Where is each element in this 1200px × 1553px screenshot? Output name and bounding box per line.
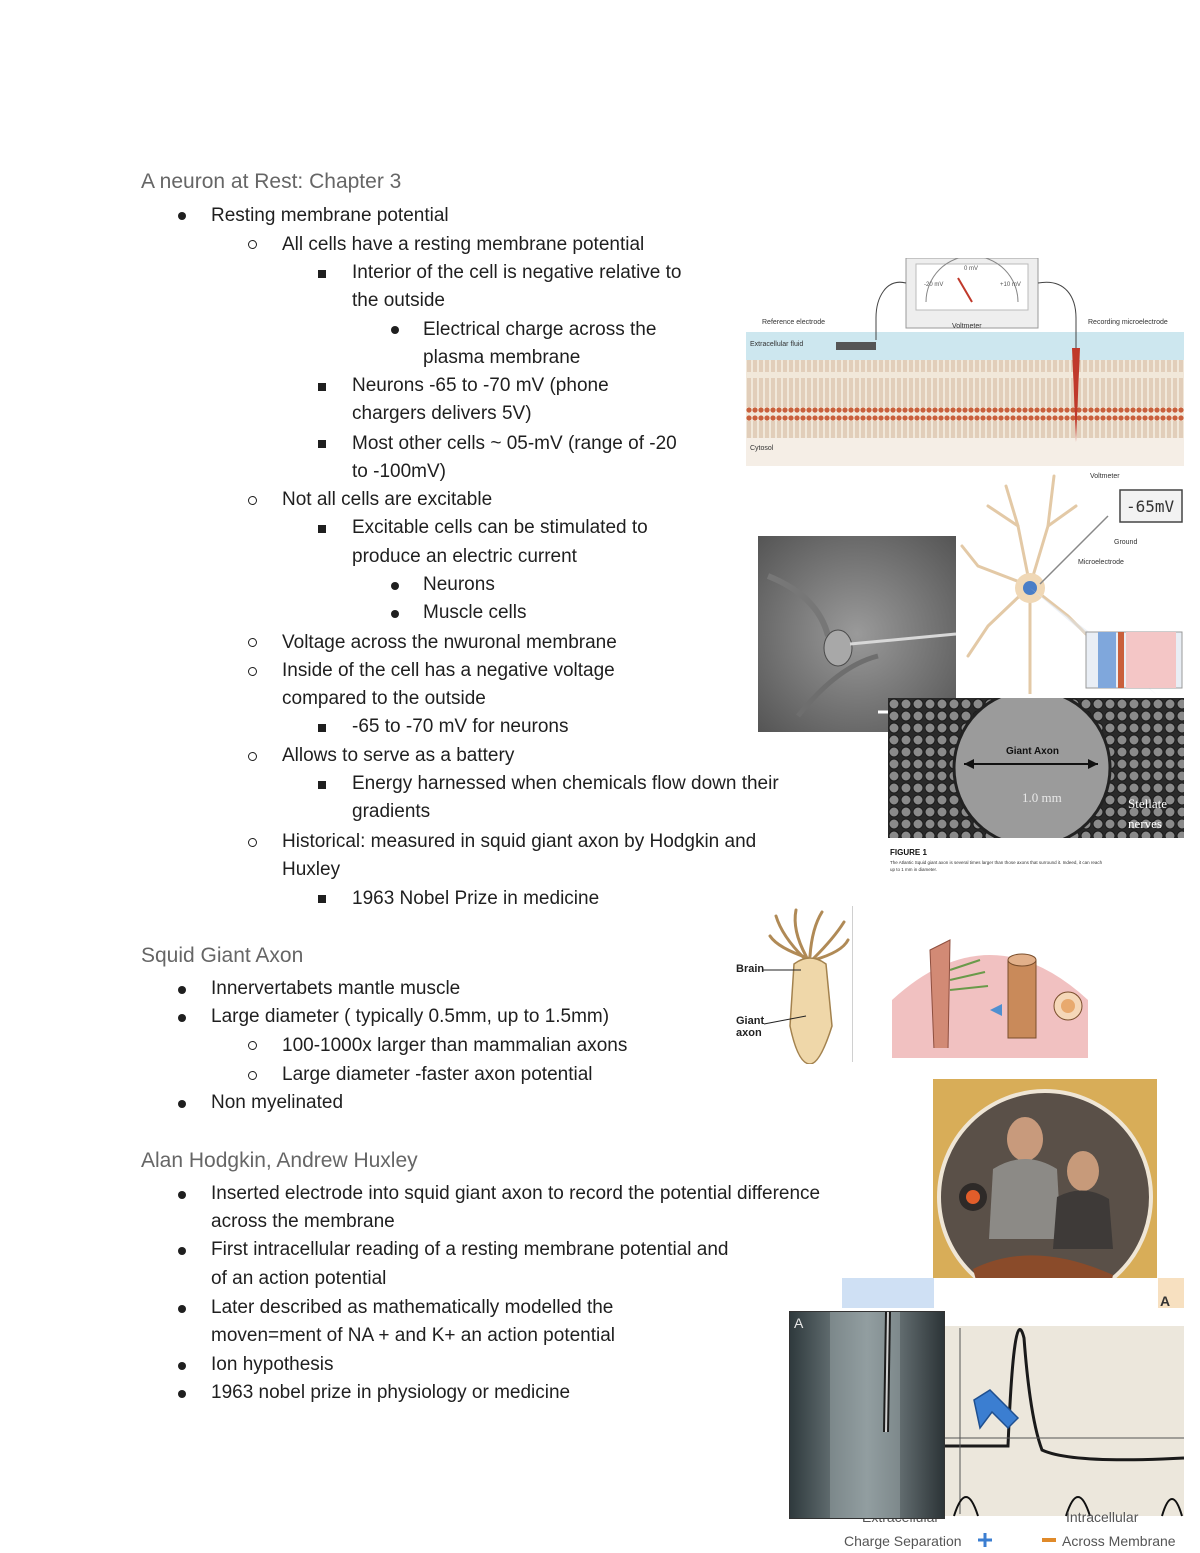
across-membrane-label: Across Membrane [1062, 1533, 1176, 1549]
intracellular-label: Intracellular [1066, 1509, 1139, 1525]
bullet-marker [178, 1247, 186, 1255]
bullet-text: gradients [352, 801, 431, 822]
bullet-text: Non myelinated [211, 1092, 344, 1113]
section-heading-squid-giant-axon: Squid Giant Axon [141, 944, 304, 967]
axon-electrode-micrograph [789, 1311, 945, 1519]
bullet-marker [248, 638, 257, 647]
nerves-label: nerves [1128, 816, 1162, 831]
axon-label: axon [736, 1027, 762, 1039]
stellate-label: Stellate [1128, 796, 1167, 811]
squid-figure [734, 906, 856, 1064]
meter-left-label: -20 mV [924, 282, 944, 288]
bullet-text: Ion hypothesis [211, 1354, 334, 1375]
meter-center-label: 0 mV [964, 266, 979, 272]
bullet-text: Most other cells ~ 05-mV (range of -20 [352, 433, 677, 454]
bullet-text: First intracellular reading of a resting membrane potential and [211, 1239, 729, 1260]
ground-label: Ground [1114, 539, 1138, 546]
bullet-marker [248, 496, 257, 505]
bullet-marker [318, 383, 326, 391]
figure-caption: The Atlantic Squid giant axon is several times larger than those axons that surround it. Indeed, it can reach [890, 860, 1103, 865]
section-heading-neuron-at-rest: A neuron at Rest: Chapter 3 [141, 170, 402, 193]
bullet-text: across the membrane [211, 1211, 395, 1232]
bullet-marker [248, 752, 257, 761]
charge-separation-label: Charge Separation [844, 1533, 962, 1549]
bullet-text: to -100mV) [352, 461, 446, 482]
bullet-marker [178, 986, 186, 994]
bullet-marker [178, 1362, 186, 1370]
bullet-text: 1963 Nobel Prize in medicine [352, 888, 600, 909]
voltmeter-reading: -65mV [1126, 497, 1175, 516]
bullet-text: Large diameter ( typically 0.5mm, up to 1.5mm) [211, 1006, 610, 1027]
giant-label: Giant [736, 1015, 765, 1027]
extracellular-fluid-label: Extracellular fluid [750, 341, 804, 348]
bullet-text: Inside of the cell has a negative voltage [282, 660, 615, 681]
giant-axon-label: Giant Axon [1006, 746, 1059, 757]
bullet-marker [318, 781, 326, 789]
bullet-marker [318, 724, 326, 732]
giant-axon-figure [888, 698, 1184, 878]
bullet-text: All cells have a resting membrane potential [282, 234, 645, 255]
recording-microelectrode-label: Recording microelectrode [1088, 319, 1168, 326]
bullet-text: -65 to -70 mV for neurons [352, 716, 569, 737]
cytosol-label: Cytosol [750, 445, 774, 452]
bullet-marker [178, 1390, 186, 1398]
bullet-text: Innervertabets mantle muscle [211, 978, 461, 999]
voltmeter-label: Voltmeter [1090, 473, 1120, 480]
bullet-text: Muscle cells [423, 602, 527, 623]
bullet-text: Huxley [282, 859, 341, 880]
bullet-text: produce an electric current [352, 546, 577, 567]
squid-anatomy-figure [890, 910, 1090, 1058]
bullet-text: 1963 nobel prize in physiology or medicine [211, 1382, 571, 1403]
bullet-marker [178, 1191, 186, 1199]
axon-size-label: 1.0 mm [1022, 790, 1062, 805]
panel-letter: A [794, 1315, 804, 1331]
bullet-text: the outside [352, 290, 445, 311]
section-heading-hodgkin-huxley: Alan Hodgkin, Andrew Huxley [141, 1149, 418, 1172]
neuron-voltmeter-figure [958, 466, 1184, 694]
bullet-text: Resting membrane potential [211, 205, 449, 226]
reference-electrode-label: Reference electrode [762, 319, 826, 326]
bullet-text: Historical: measured in squid giant axon by Hodgkin and [282, 831, 757, 852]
bullet-marker [178, 1014, 186, 1022]
bullet-marker [391, 326, 399, 334]
panel-letter: A [1160, 1293, 1171, 1309]
bullet-text: moven=ment of NA + and K+ an action potential [211, 1325, 616, 1346]
figure-number: FIGURE 1 [890, 848, 927, 857]
bullet-marker [318, 525, 326, 533]
brain-label: Brain [736, 963, 765, 975]
bullet-text: Inserted electrode into squid giant axon to record the potential difference [211, 1183, 821, 1204]
bullet-marker [178, 1100, 186, 1108]
bullet-text: Energy harnessed when chemicals flow down their [352, 773, 779, 794]
bullet-text: Later described as mathematically modelled the [211, 1297, 614, 1318]
bullet-text: plasma membrane [423, 347, 581, 368]
bullet-marker [391, 582, 399, 590]
bullet-text: compared to the outside [282, 688, 486, 709]
bullet-marker [318, 440, 326, 448]
membrane-potential-figure [746, 258, 1184, 466]
bullet-marker [178, 1305, 186, 1313]
figure-divider [852, 906, 853, 1062]
bullet-marker [318, 270, 326, 278]
bullet-text: Interior of the cell is negative relative to [352, 262, 682, 283]
bullet-text: Neurons -65 to -70 mV (phone [352, 375, 609, 396]
bullet-text: chargers delivers 5V) [352, 403, 532, 424]
bullet-text: Neurons [423, 574, 495, 595]
bullet-marker [248, 838, 257, 847]
bullet-text: 100-1000x larger than mammalian axons [282, 1035, 628, 1056]
bullet-text: Electrical charge across the [423, 319, 657, 340]
bullet-marker [248, 667, 257, 676]
bullet-marker [248, 1041, 257, 1050]
bullet-text: Not all cells are excitable [282, 489, 493, 510]
bullet-text: Large diameter -faster axon potential [282, 1064, 593, 1085]
voltmeter-label: Voltmeter [952, 323, 982, 330]
bullet-marker [178, 212, 186, 220]
bullet-text: Excitable cells can be stimulated to [352, 517, 648, 538]
bullet-marker [248, 240, 257, 249]
bullet-marker [248, 1071, 257, 1080]
bullet-marker [318, 895, 326, 903]
bullet-text: Allows to serve as a battery [282, 745, 515, 766]
bullet-text: Voltage across the nwuronal membrane [282, 632, 617, 653]
meter-right-label: +10 mV [1000, 282, 1021, 288]
figure-caption: up to 1 mm in diameter. [890, 867, 938, 872]
microelectrode-label: Microelectrode [1078, 559, 1124, 566]
bullet-text: of an action potential [211, 1268, 387, 1289]
bullet-marker [391, 610, 399, 618]
